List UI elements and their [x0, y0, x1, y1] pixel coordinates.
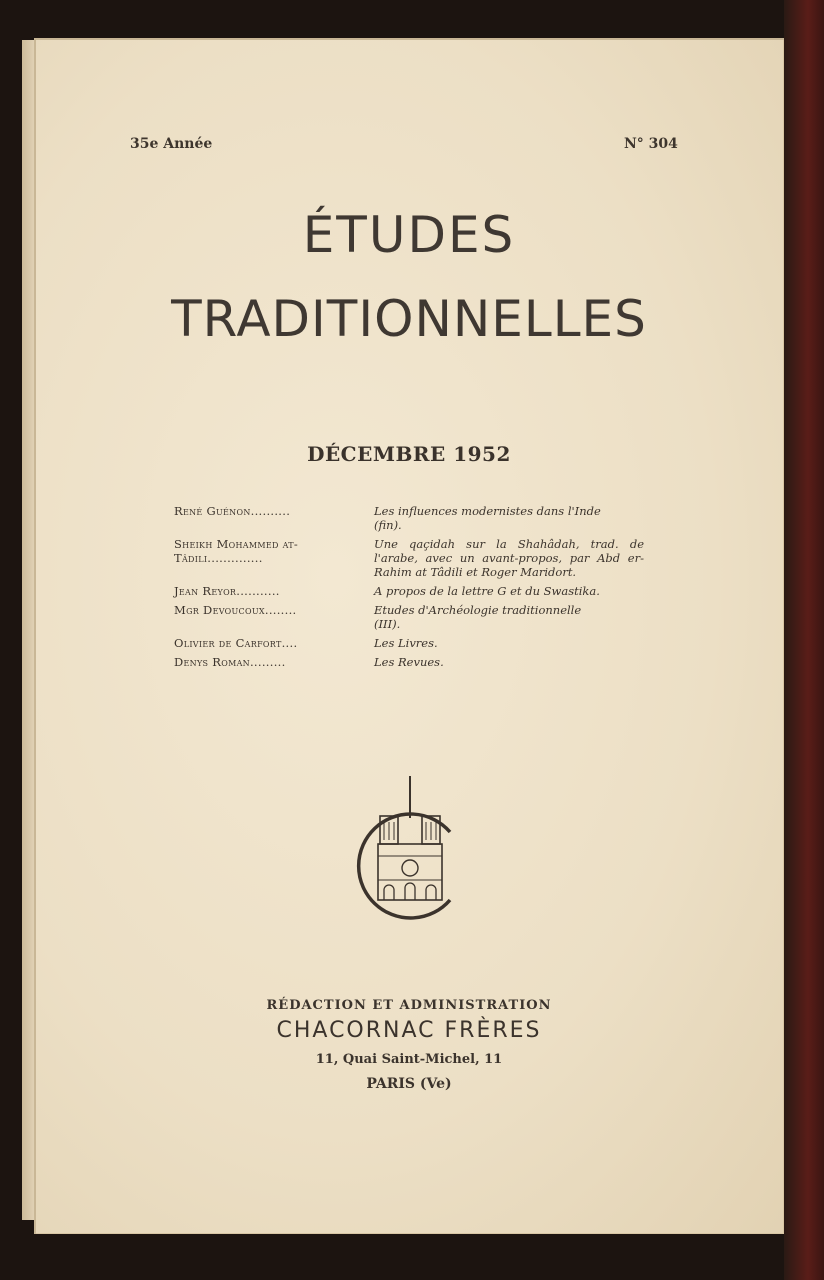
issue-date: DÉCEMBRE 1952: [307, 442, 511, 466]
journal-title-line2: TRADITIONNELLES: [171, 290, 647, 348]
toc-author: Jean Reyor...........: [174, 584, 280, 598]
toc-title: Les Revues.: [374, 655, 444, 669]
toc-author: René Guénon..........: [174, 504, 291, 518]
toc-title: Les influences modernistes dans l'Inde (fin).: [374, 504, 601, 532]
toc-entry: [174, 603, 644, 631]
publisher-city: PARIS (Ve): [366, 1076, 452, 1092]
publisher-address: 11, Quai Saint-Michel, 11: [315, 1052, 503, 1067]
volume-year: 35e Année: [130, 136, 213, 152]
toc-entry: [174, 537, 644, 579]
editorial-office-label: RÉDACTION ET ADMINISTRATION: [266, 998, 552, 1013]
toc-author: Denys Roman.........: [174, 655, 286, 669]
toc-title: A propos de la lettre G et du Swastika.: [374, 584, 600, 598]
notre-dame-cathedral-letter-c-icon: [352, 774, 462, 924]
toc-author: Olivier de Carfort....: [174, 636, 298, 650]
toc-entry: [174, 636, 644, 650]
publisher-name: CHACORNAC FRÈRES: [276, 1018, 542, 1043]
toc-title: Etudes d'Archéologie traditionnelle (III).: [374, 603, 582, 631]
toc-title: Les Livres.: [374, 636, 438, 650]
background-edge: [784, 0, 824, 1280]
toc-entry: [174, 584, 644, 598]
toc-title: Une qaçidah sur la Shahâdah, trad. de l'arabe, avec un avant-propos, par Abd er-Rahim at Tâdili et Roger Maridort.: [374, 537, 644, 579]
journal-cover: [34, 38, 784, 1234]
toc-entry: [174, 655, 644, 669]
table-of-contents: [174, 504, 644, 674]
issue-number: N° 304: [624, 136, 678, 152]
toc-author: Mgr Devoucoux........: [174, 603, 297, 617]
toc-entry: [174, 504, 644, 532]
toc-author: Sheikh Mohammed at- Tâdili..............: [174, 537, 299, 565]
journal-title-line1: ÉTUDES: [302, 206, 516, 264]
